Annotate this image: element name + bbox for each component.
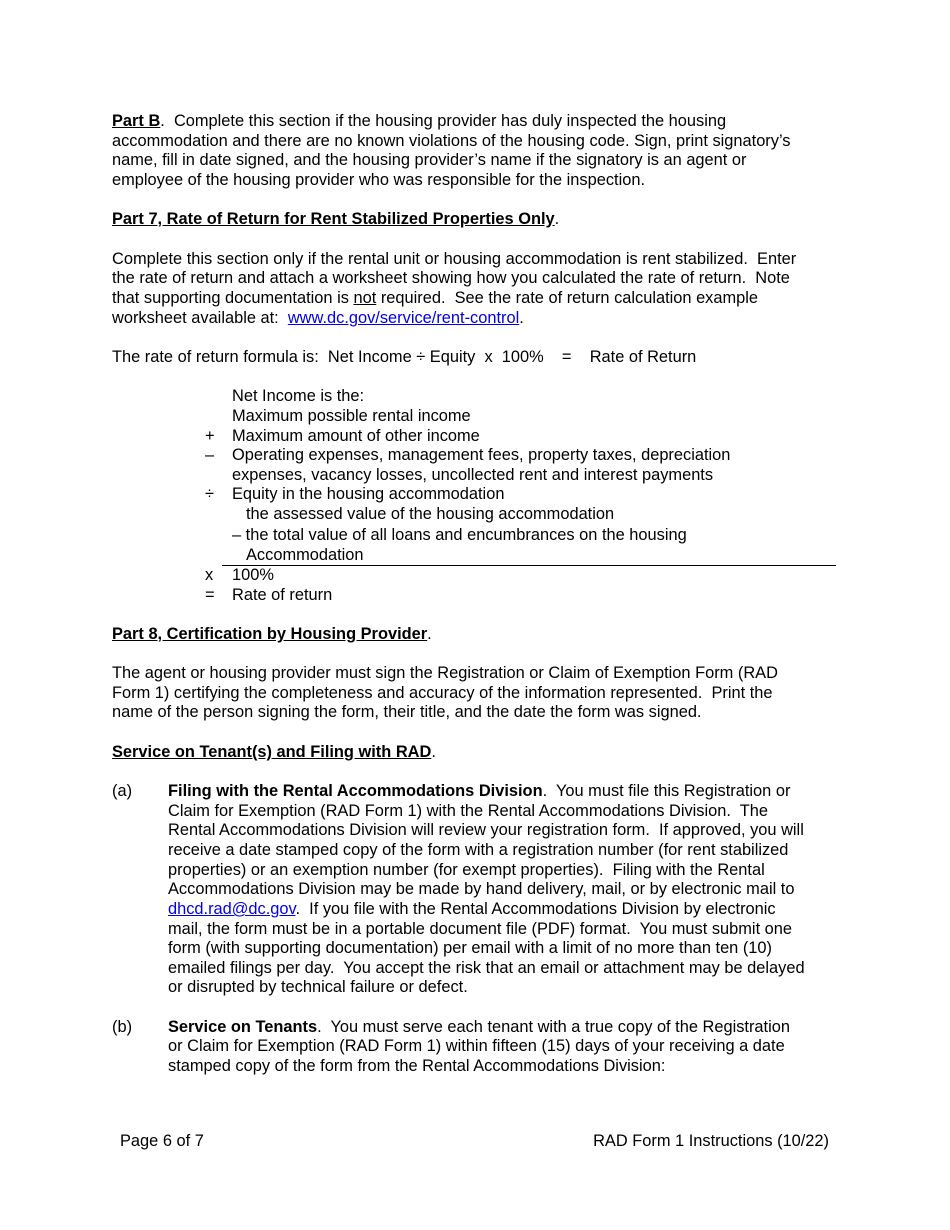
text-line <box>112 624 432 644</box>
text-line <box>168 820 804 840</box>
section-heading: Part 7, Rate of Return for Rent Stabilized Properties Only <box>112 210 555 228</box>
section-heading: Part 8, Certification by Housing Provider <box>112 625 428 643</box>
text-segment: receive a date stamped copy of the form with a registration number (for rent stabilized <box>168 841 789 859</box>
text-line <box>112 209 559 229</box>
text-line <box>112 288 758 308</box>
text-segment: The rate of return formula is: Net Income ÷ Equity x 100% = Rate of Return <box>112 348 697 366</box>
text-segment: or disrupted by technical failure or defect. <box>168 978 468 996</box>
text-segment: Maximum possible rental income <box>232 407 471 425</box>
emphasis-text: not <box>353 289 377 307</box>
text-segment: Maximum amount of other income <box>232 427 480 445</box>
text-line <box>168 977 468 997</box>
formula-operator: – <box>205 446 215 464</box>
text-line <box>168 1017 790 1037</box>
text-segment: . Complete this section if the housing provider has duly inspected the housing <box>160 112 727 130</box>
text-segment: expenses, vacancy losses, uncollected rent and interest payments <box>232 466 714 484</box>
text-line <box>232 585 332 605</box>
text-segment: . <box>431 743 436 761</box>
hyperlink[interactable]: www.dc.gov/service/rent-control <box>287 309 520 327</box>
text-segment: the rate of return and attach a worksheet showing how you calculated the rate of return. Note <box>112 269 790 287</box>
text-line <box>112 702 702 722</box>
text-line <box>232 565 274 585</box>
item-heading: Service on Tenants <box>168 1018 318 1036</box>
text-line <box>112 170 645 190</box>
text-segment: . <box>554 210 560 228</box>
text-line <box>232 465 713 485</box>
formula-operator: = <box>205 586 215 604</box>
section-heading: Service on Tenant(s) and Filing with RAD <box>112 743 432 761</box>
text-line <box>168 899 776 919</box>
text-segment: . You must serve each tenant with a true copy of the Registration <box>317 1018 790 1036</box>
text-segment: properties) or an exemption number (for exempt properties). Filing with the Rental <box>168 861 765 879</box>
text-segment: Rate of return <box>232 586 333 604</box>
text-line <box>232 445 730 465</box>
formula-operator: ÷ <box>205 485 214 503</box>
text-segment: worksheet available at: <box>112 309 288 327</box>
text-segment: Complete this section only if the rental unit or housing accommodation is rent stabilized. Enter <box>112 250 797 268</box>
text-segment: name of the person signing the form, their title, and the date the form was signed. <box>112 703 702 721</box>
text-line <box>232 406 471 426</box>
text-line <box>168 1056 665 1076</box>
text-segment: Rental Accommodations Division will review your registration form. If approved, you will <box>168 821 804 839</box>
text-segment: Form 1) certifying the completeness and accuracy of the information represented. Print the <box>112 684 773 702</box>
text-segment: – the total value of all loans and encumbrances on the housing <box>232 526 687 544</box>
text-segment: mail, the form must be in a portable document file (PDF) format. You must submit one <box>168 920 793 938</box>
text-line <box>112 742 436 762</box>
text-line <box>246 545 364 565</box>
text-segment: or Claim for Exemption (RAD Form 1) within fifteen (15) days of your receiving a date <box>168 1037 785 1055</box>
text-segment: 100% <box>232 566 274 584</box>
text-line <box>168 801 768 821</box>
list-item-label: (a) <box>112 782 133 800</box>
text-line <box>232 386 364 406</box>
text-segment: Operating expenses, management fees, property taxes, depreciation <box>232 446 731 464</box>
text-line <box>112 683 773 703</box>
text-segment: employee of the housing provider who was responsible for the inspection. <box>112 171 646 189</box>
form-version: RAD Form 1 Instructions (10/22) <box>593 1132 829 1150</box>
text-line <box>232 525 687 545</box>
text-segment: that supporting documentation is <box>112 289 354 307</box>
text-line <box>246 504 614 524</box>
text-segment: name, fill in date signed, and the housing provider’s name if the signatory is an agent or <box>112 151 747 169</box>
formula-operator: x <box>205 566 214 584</box>
hyperlink[interactable]: dhcd.rad@dc.gov <box>168 900 296 918</box>
text-line <box>112 347 696 367</box>
text-line <box>112 268 790 288</box>
text-line <box>112 150 746 170</box>
text-segment: . <box>519 309 524 327</box>
fraction-divider-line <box>222 565 836 566</box>
text-line <box>112 663 778 683</box>
text-line <box>168 1036 785 1056</box>
text-segment: accommodation and there are no known violations of the housing code. Sign, print signatory’s <box>112 132 791 150</box>
text-line <box>168 919 792 939</box>
text-segment: the assessed value of the housing accommodation <box>246 505 615 523</box>
text-segment: . You must file this Registration or <box>542 782 791 800</box>
text-line <box>232 426 480 446</box>
text-segment: Claim for Exemption (RAD Form 1) with the Rental Accommodations Division. The <box>168 802 768 820</box>
section-heading: Part B <box>112 112 161 130</box>
text-segment: stamped copy of the form from the Rental Accommodations Division: <box>168 1057 666 1075</box>
text-segment: Net Income is the: <box>232 387 365 405</box>
text-segment: . If you file with the Rental Accommodations Division by electronic <box>295 900 776 918</box>
text-segment: form (with supporting documentation) per email with a limit of no more than ten (10) <box>168 939 772 957</box>
text-segment: emailed filings per day. You accept the risk that an email or attachment may be delayed <box>168 959 805 977</box>
text-line <box>112 249 796 269</box>
text-segment: Accommodations Division may be made by hand delivery, mail, or by electronic mail to <box>168 880 795 898</box>
page-number: Page 6 of 7 <box>120 1132 204 1150</box>
item-heading: Filing with the Rental Accommodations Division <box>168 782 543 800</box>
text-line <box>168 938 772 958</box>
text-line <box>232 484 504 504</box>
text-line <box>168 958 805 978</box>
text-line <box>168 879 794 899</box>
text-line <box>112 111 726 131</box>
text-segment: required. See the rate of return calculation example <box>376 289 759 307</box>
text-segment: Equity in the housing accommodation <box>232 485 505 503</box>
formula-operator: + <box>205 427 215 445</box>
text-segment: The agent or housing provider must sign the Registration or Claim of Exemption Form (RAD <box>112 664 778 682</box>
text-segment: . <box>427 625 432 643</box>
text-line <box>168 860 765 880</box>
text-line <box>112 131 791 151</box>
text-segment: Accommodation <box>246 546 364 564</box>
list-item-label: (b) <box>112 1018 133 1036</box>
text-line <box>112 308 524 328</box>
text-line <box>168 840 788 860</box>
text-line <box>168 781 790 801</box>
